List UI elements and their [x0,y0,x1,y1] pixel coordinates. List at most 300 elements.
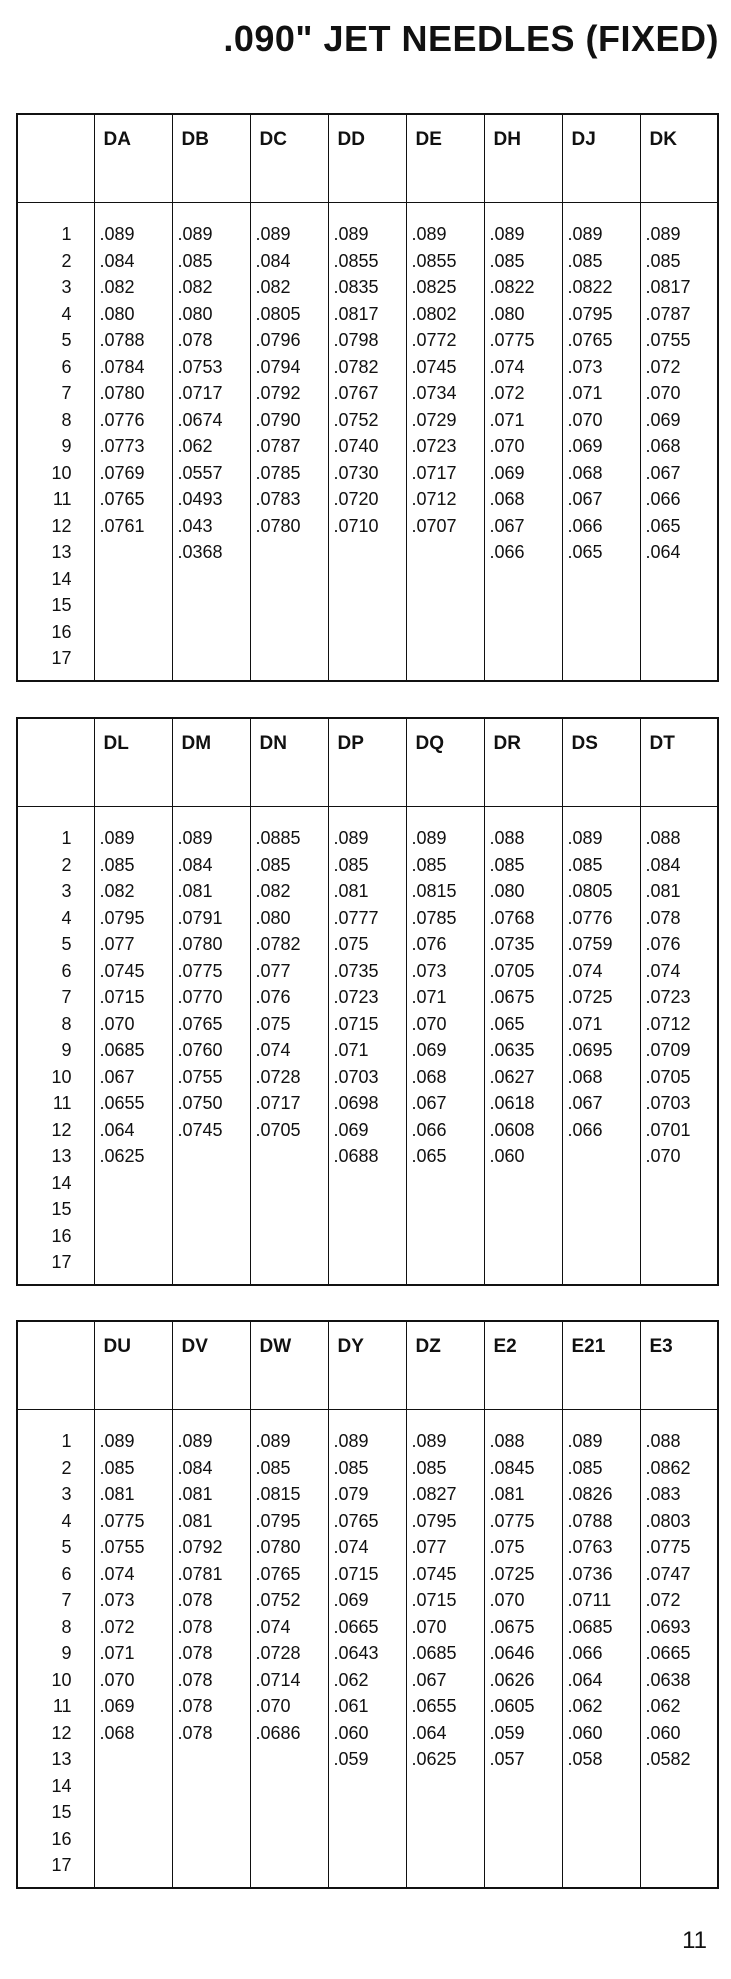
needle-value: .0685 [99,1040,145,1060]
needle-value: .0638 [645,1669,691,1690]
needle-value: .072 [489,383,525,403]
needle-value: .082 [177,277,213,297]
needle-value: .080 [255,907,291,928]
value-column [484,807,562,1285]
needle-value: .067 [99,1066,135,1087]
needle-value: .0701 [645,1119,691,1140]
needle-value: .067 [645,462,681,483]
row-number: 1 [61,1431,72,1451]
needle-value: .074 [489,356,525,377]
value-column [562,1410,640,1888]
needle-value: .078 [177,1696,213,1716]
needle-value: .0698 [333,1093,379,1113]
needle-value: .069 [645,409,681,430]
needle-value: .073 [99,1590,135,1610]
needle-value: .066 [489,542,525,562]
column-header: DS [562,718,640,807]
row-number-column [17,1410,94,1888]
needle-value: .0582 [645,1749,691,1769]
needle-value: .0625 [411,1749,457,1769]
needle-value: .088 [489,828,525,848]
row-number: 10 [51,462,72,483]
needle-value: .0795 [99,907,145,928]
column-header: DQ [406,718,484,807]
needle-value: .0773 [99,436,145,456]
row-number: 8 [61,409,72,430]
needle-value: .073 [567,356,603,377]
needle-value: .0759 [567,934,613,954]
needle-value: .070 [99,1669,135,1690]
needle-value: .089 [177,1431,213,1451]
value-column [94,203,172,681]
needle-value: .068 [645,436,681,456]
needle-value: .0557 [177,462,223,483]
needle-value: .071 [333,1040,369,1060]
needle-value: .069 [411,1040,447,1060]
needle-value: .0826 [567,1484,613,1504]
needle-value: .0646 [489,1643,535,1663]
needle-value: .0780 [177,934,223,954]
needle-value: .088 [645,828,681,848]
row-number: 4 [61,303,72,324]
needle-table-3 [16,1320,719,1889]
needle-value: .085 [255,854,291,875]
row-number: 11 [52,1093,72,1113]
needle-value: .066 [567,1119,603,1140]
needle-value: .0752 [255,1590,301,1610]
needle-value: .0723 [645,987,691,1007]
page-title: .090" JET NEEDLES (FIXED) [223,18,719,59]
needle-value: .068 [567,1066,603,1087]
needle-value: .0855 [411,250,457,271]
row-number: 15 [51,595,72,615]
needle-value: .0725 [567,987,613,1007]
column-header: DU [94,1321,172,1410]
needle-value: .089 [99,1431,135,1451]
needle-value: .0740 [333,436,379,456]
needle-value: .0791 [177,907,223,928]
needle-value: .0703 [333,1066,379,1087]
row-number: 9 [61,1040,72,1060]
row-number-column [17,807,94,1285]
needle-value: .069 [567,436,603,456]
row-number: 14 [51,1775,72,1796]
needle-value: .082 [255,277,291,297]
needle-value: .0745 [99,960,145,981]
value-column [94,807,172,1285]
needle-value: .067 [411,1093,447,1113]
needle-value: .0761 [99,515,145,536]
needle-value: .085 [645,250,681,271]
needle-value: .071 [99,1643,135,1663]
needle-value: .0782 [255,934,301,954]
value-column [172,807,250,1285]
needle-value: .076 [645,934,681,954]
needle-value: .0685 [411,1643,457,1663]
needle-value: .072 [99,1616,135,1637]
needle-value: .0675 [489,1616,535,1637]
needle-value: .0745 [177,1119,223,1140]
column-header: DK [640,114,718,203]
needle-value: .067 [489,515,525,536]
needle-value: .0781 [177,1563,223,1584]
needle-value: .0725 [489,1563,535,1584]
needle-value: .0765 [255,1563,301,1584]
needle-value: .0685 [567,1616,613,1637]
needle-value: .064 [99,1119,135,1140]
values-row [17,203,718,681]
column-header: DV [172,1321,250,1410]
needle-value: .0715 [411,1590,457,1610]
needle-value: .0805 [567,881,613,901]
needle-value: .067 [411,1669,447,1690]
needle-value: .0827 [411,1484,457,1504]
needle-value: .088 [645,1431,681,1451]
needle-value: .0770 [177,987,223,1007]
needle-value: .0782 [333,356,379,377]
row-number: 4 [61,907,72,928]
column-header: DY [328,1321,406,1410]
needle-value: .0686 [255,1722,301,1743]
needle-value: .085 [255,1457,291,1478]
row-number: 5 [61,1537,72,1557]
needle-value: .0795 [411,1510,457,1531]
needle-value: .0493 [177,489,223,509]
row-number: 6 [61,1563,72,1584]
needle-value: .089 [255,224,291,244]
needle-value: .085 [567,250,603,271]
needle-value: .0605 [489,1696,535,1716]
needle-value: .071 [489,409,525,430]
row-number: 8 [61,1616,72,1637]
value-column [250,1410,328,1888]
needle-value: .0788 [567,1510,613,1531]
needle-value: .0768 [489,907,535,928]
column-header: DM [172,718,250,807]
needle-value: .0627 [489,1066,535,1087]
needle-value: .062 [645,1696,681,1716]
needle-value: .076 [255,987,291,1007]
column-header: E2 [484,1321,562,1410]
needle-value: .0608 [489,1119,535,1140]
needle-value: .074 [567,960,603,981]
row-number: 15 [51,1802,72,1822]
needle-value: .0780 [255,515,301,536]
needle-value: .0765 [177,1013,223,1034]
needle-value: .075 [489,1537,525,1557]
needle-value: .061 [333,1696,369,1716]
column-header: DT [640,718,718,807]
needle-value: .085 [411,854,447,875]
needle-value: .082 [99,881,135,901]
needle-value: .085 [99,1457,135,1478]
needle-value: .0805 [255,303,301,324]
needle-value: .078 [177,1722,213,1743]
needle-value: .081 [333,881,369,901]
needle-value: .089 [411,224,447,244]
row-number: 4 [61,1510,72,1531]
needle-value: .060 [333,1722,369,1743]
needle-value: .0745 [411,1563,457,1584]
needle-value: .082 [99,277,135,297]
column-header: DR [484,718,562,807]
needle-value: .075 [255,1013,291,1034]
needle-value: .069 [99,1696,135,1716]
needle-value: .084 [255,250,291,271]
row-number: 9 [61,1643,72,1663]
needle-value: .0625 [99,1146,145,1166]
needle-value: .060 [489,1146,525,1166]
value-column [640,203,718,681]
needle-value: .0705 [489,960,535,981]
needle-value: .067 [567,1093,603,1113]
needle-value: .0760 [177,1040,223,1060]
value-column [484,1410,562,1888]
needle-value: .085 [489,250,525,271]
column-header: DN [250,718,328,807]
needle-value: .070 [645,383,681,403]
needle-value: .0705 [645,1066,691,1087]
needle-value: .0635 [489,1040,535,1060]
needle-value: .0815 [255,1484,301,1504]
row-number: 13 [51,1146,72,1166]
needle-value: .0775 [489,1510,535,1531]
needle-value: .078 [177,330,213,350]
needle-value: .0728 [255,1066,301,1087]
needle-value: .0776 [99,409,145,430]
needle-value: .058 [567,1749,603,1769]
row-number: 16 [51,1225,72,1246]
needle-value: .070 [411,1013,447,1034]
column-header: DW [250,1321,328,1410]
row-number: 3 [61,1484,72,1504]
value-column [562,807,640,1285]
needle-value: .0815 [411,881,457,901]
needle-value: .089 [489,224,525,244]
needle-value: .071 [567,1013,603,1034]
row-number: 12 [51,1119,72,1140]
page-number: 11 [682,1927,707,1954]
needle-value: .0752 [333,409,379,430]
needle-value: .068 [411,1066,447,1087]
needle-value: .0715 [333,1013,379,1034]
needle-value: .0755 [645,330,691,350]
needle-value: .082 [255,881,291,901]
needle-value: .0845 [489,1457,535,1478]
needle-value: .0728 [255,1643,301,1663]
row-number: 2 [61,1457,72,1478]
needle-value: .069 [489,462,525,483]
row-number: 2 [61,854,72,875]
needle-value: .070 [255,1696,291,1716]
needle-value: .085 [567,854,603,875]
row-number: 7 [61,383,72,403]
needle-value: .064 [645,542,681,562]
needle-value: .078 [645,907,681,928]
row-number: 10 [51,1669,72,1690]
needle-value: .0655 [99,1093,145,1113]
row-number: 16 [51,1828,72,1849]
needle-value: .0776 [567,907,613,928]
needle-value: .0822 [489,277,535,297]
needle-value: .0796 [255,330,301,350]
value-column [328,203,406,681]
row-number: 16 [51,621,72,642]
value-column [250,203,328,681]
needle-value: .0817 [645,277,691,297]
needle-value: .070 [645,1146,681,1166]
needle-value: .0835 [333,277,379,297]
needle-value: .089 [99,224,135,244]
needle-value: .089 [177,828,213,848]
needle-value: .0755 [177,1066,223,1087]
needle-value: .073 [411,960,447,981]
needle-value: .059 [333,1749,369,1769]
value-column [406,203,484,681]
needle-value: .0618 [489,1093,535,1113]
needle-value: .0735 [333,960,379,981]
needle-value: .064 [567,1669,603,1690]
column-header: DE [406,114,484,203]
value-column [328,807,406,1285]
needle-value: .077 [255,960,291,981]
needle-value: .0734 [411,383,457,403]
needle-value: .081 [645,881,681,901]
needle-value: .062 [177,436,213,456]
needle-value: .066 [567,515,603,536]
needle-value: .0765 [333,1510,379,1531]
row-number: 13 [51,542,72,562]
needle-value: .0767 [333,383,379,403]
needle-value: .077 [99,934,135,954]
needle-value: .085 [333,1457,369,1478]
needle-value: .0745 [411,356,457,377]
needle-value: .0705 [255,1119,301,1140]
needle-value: .0707 [411,515,457,536]
needle-value: .0729 [411,409,457,430]
needle-value: .0626 [489,1669,535,1690]
needle-value: .0802 [411,303,457,324]
row-number: 5 [61,330,72,350]
needle-value: .0735 [489,934,535,954]
needle-value: .079 [333,1484,369,1504]
needle-value: .083 [645,1484,681,1504]
needle-value: .080 [177,303,213,324]
needle-value: .074 [255,1616,291,1637]
value-column [94,1410,172,1888]
needle-value: .089 [411,1431,447,1451]
row-number: 6 [61,960,72,981]
needle-value: .085 [177,250,213,271]
values-row [17,1410,718,1888]
needle-value: .0794 [255,356,301,377]
needle-value: .0717 [177,383,223,403]
needle-value: .062 [333,1669,369,1690]
needle-value: .0763 [567,1537,613,1557]
needle-value: .065 [411,1146,447,1166]
needle-value: .0723 [333,987,379,1007]
value-column [640,1410,718,1888]
needle-value: .089 [411,828,447,848]
needle-value: .0775 [177,960,223,981]
needle-value: .081 [489,1484,525,1504]
needle-value: .0730 [333,462,379,483]
needle-value: .0711 [567,1590,612,1610]
needle-value: .0709 [645,1040,691,1060]
needle-value: .060 [567,1722,603,1743]
needle-value: .0674 [177,409,223,430]
needle-table-1 [16,113,719,682]
needle-value: .0715 [333,1563,379,1584]
value-column [250,807,328,1285]
needle-value: .081 [99,1484,135,1504]
needle-value: .081 [177,881,213,901]
header-row [17,1321,718,1410]
needle-value: .0643 [333,1643,379,1663]
needle-value: .0717 [255,1093,301,1113]
needle-value: .043 [177,515,213,536]
value-column [328,1410,406,1888]
needle-value: .089 [255,1431,291,1451]
needle-value: .062 [567,1696,603,1716]
needle-value: .065 [489,1013,525,1034]
needle-value: .057 [489,1749,525,1769]
needle-value: .0885 [255,828,301,848]
column-header: E3 [640,1321,718,1410]
needle-value: .080 [489,881,525,901]
needle-value: .072 [645,356,681,377]
needle-value: .089 [567,224,603,244]
needle-value: .066 [567,1643,603,1663]
needle-value: .0712 [411,489,457,509]
needle-value: .078 [177,1590,213,1610]
column-header: DJ [562,114,640,203]
needle-value: .070 [411,1616,447,1637]
row-number: 9 [61,436,72,456]
value-column [172,203,250,681]
row-number: 17 [51,648,72,668]
needle-value: .060 [645,1722,681,1743]
needle-value: .078 [177,1616,213,1637]
row-number: 11 [52,489,72,509]
corner-cell [17,114,94,203]
needle-value: .0790 [255,409,301,430]
needle-value: .0703 [645,1093,691,1113]
needle-value: .078 [177,1669,213,1690]
needle-value: .065 [567,542,603,562]
needle-value: .0747 [645,1563,691,1584]
needle-value: .0775 [645,1537,691,1557]
needle-value: .0817 [333,303,379,324]
needle-value: .084 [99,250,135,271]
needle-value: .074 [333,1537,369,1557]
row-number: 14 [51,1172,72,1193]
needle-value: .064 [411,1722,447,1743]
needle-value: .0717 [411,462,457,483]
needle-value: .0862 [645,1457,691,1478]
needle-value: .068 [567,462,603,483]
needle-value: .0755 [99,1537,145,1557]
needle-value: .077 [411,1537,447,1557]
needle-value: .0665 [645,1643,691,1663]
needle-value: .089 [333,828,369,848]
needle-value: .089 [333,1431,369,1451]
value-column [562,203,640,681]
needle-value: .0777 [333,907,379,928]
value-column [484,203,562,681]
row-number: 14 [51,568,72,589]
needle-value: .071 [567,383,603,403]
